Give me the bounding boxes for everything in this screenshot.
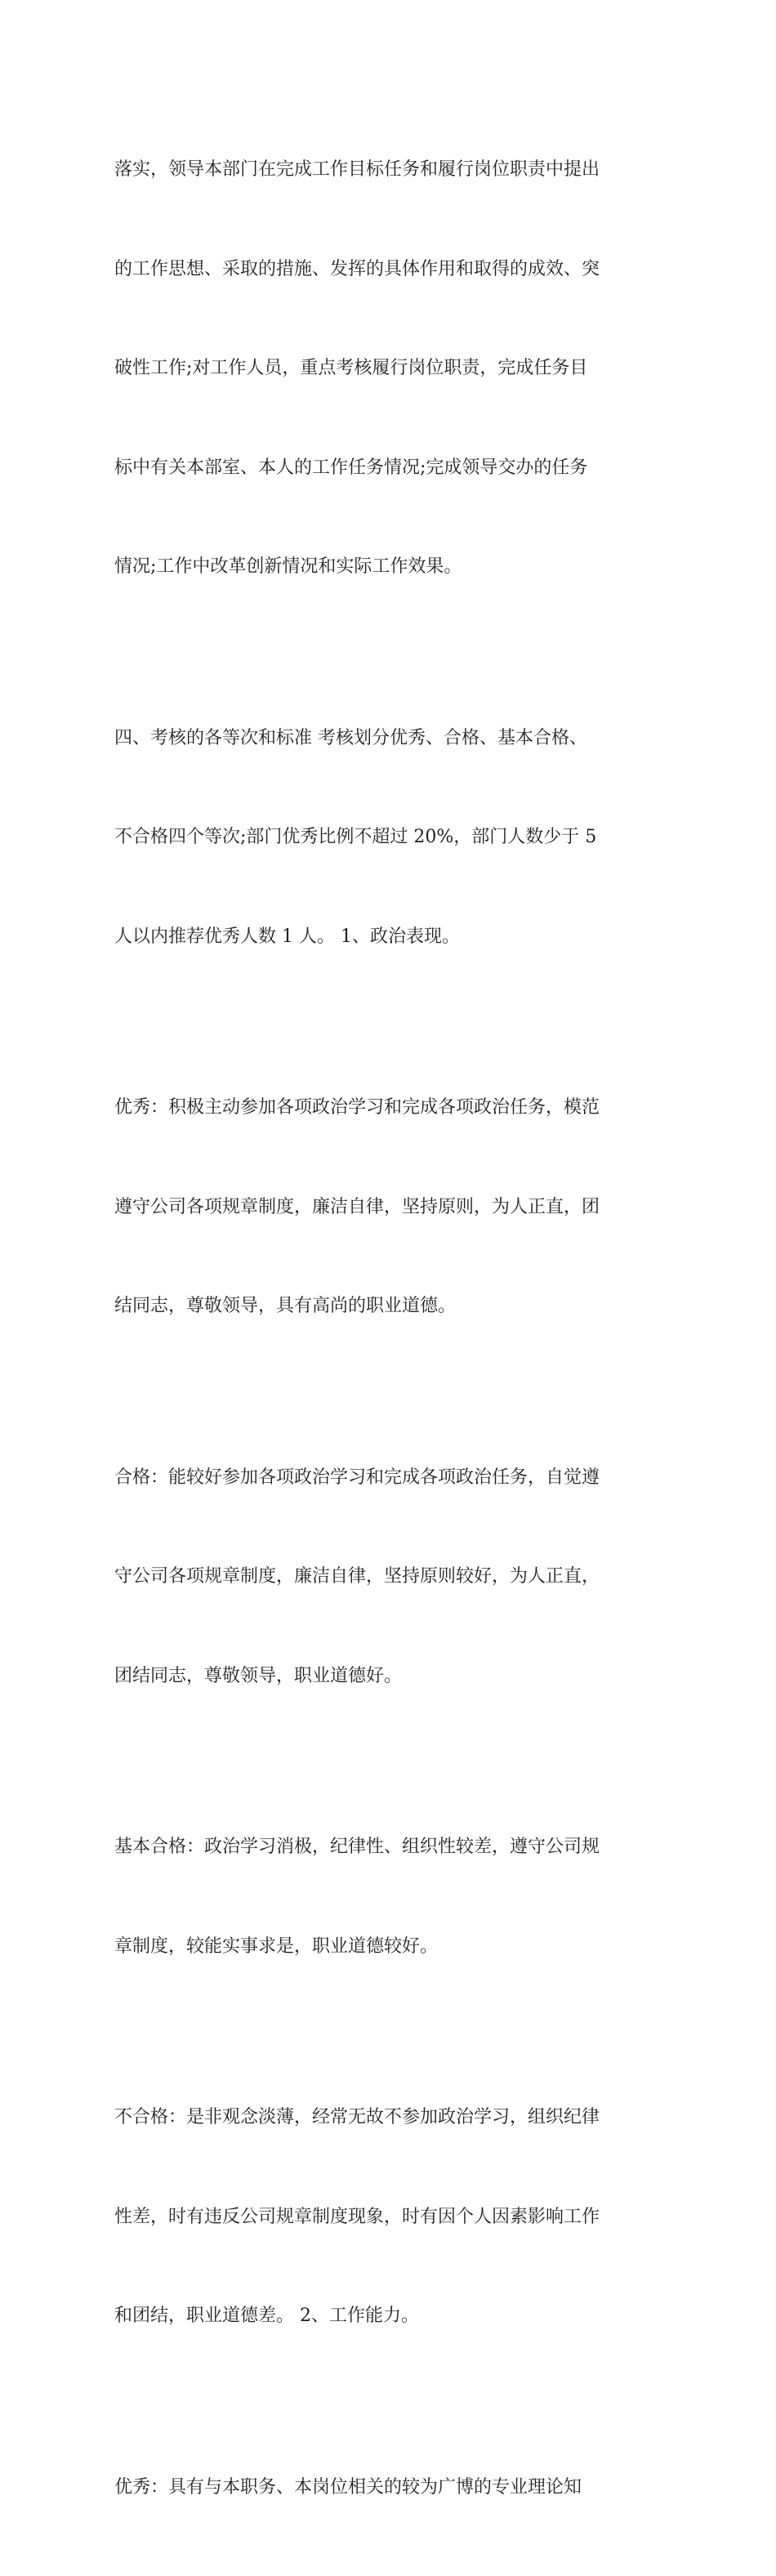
paragraph-excellent-political bbox=[114, 1025, 670, 1390]
text-line: 合格：能较好参加各项政治学习和完成各项政治任务，自觉遵 bbox=[114, 1467, 600, 1488]
text-line: 结同志，尊敬领导，具有高尚的职业道德。 bbox=[114, 1296, 457, 1316]
text-line: 不合格：是非观念淡薄，经常无故不参加政治学习，组织纪律 bbox=[114, 2107, 600, 2127]
paragraph-excellent-ability bbox=[114, 2405, 670, 2571]
paragraph-qualified-political bbox=[114, 1395, 670, 1760]
text-line: 四、考核的各等次和标准 考核划分优秀、合格、基本合格、 bbox=[114, 727, 587, 748]
text-line: 的工作思想、采取的措施、发挥的具体作用和取得的成效、突 bbox=[114, 258, 600, 279]
text-line: 基本合格：政治学习消极，纪律性、组织性较差，遵守公司规 bbox=[114, 1837, 600, 1857]
document-body bbox=[114, 87, 670, 2576]
text-line: 不合格四个等次;部门优秀比例不超过 20%，部门人数少于 5 bbox=[114, 827, 597, 847]
text-line: 优秀：具有与本职务、本岗位相关的较为广博的专业理论知 bbox=[114, 2476, 582, 2498]
text-line: 优秀：积极主动参加各项政治学习和完成各项政治任务，模范 bbox=[114, 1097, 600, 1118]
text-line: 落实，领导本部门在完成工作目标任务和履行岗位职责中提出 bbox=[114, 159, 600, 180]
text-line: 守公司各项规章制度，廉洁自律，坚持原则较好，为人正直， bbox=[114, 1566, 600, 1587]
text-line: 情况;工作中改革创新情况和实际工作效果。 bbox=[114, 556, 462, 577]
text-line: 章制度，较能实事求是，职业道德较好。 bbox=[114, 1935, 439, 1957]
paragraph-implementation bbox=[114, 87, 670, 650]
text-line: 遵守公司各项规章制度，廉洁自律，坚持原则，为人正直，团 bbox=[114, 1196, 600, 1217]
text-line: 性差，时有违反公司规章制度现象，时有因个人因素影响工作 bbox=[114, 2206, 600, 2227]
text-line: 标中有关本部室、本人的工作任务情况;完成领导交办的任务 bbox=[114, 457, 588, 478]
paragraph-basic-qualified-political bbox=[114, 1765, 670, 2029]
text-line: 团结同志，尊敬领导，职业道德好。 bbox=[114, 1665, 403, 1686]
paragraph-assessment-grades bbox=[114, 656, 670, 1020]
text-line: 和团结，职业道德差。 2、工作能力。 bbox=[114, 2306, 419, 2326]
text-line: 人以内推荐优秀人数 1 人。 1、政治表现。 bbox=[114, 926, 460, 947]
text-line: 破性工作;对工作人员，重点考核履行岗位职责，完成任务目 bbox=[114, 358, 588, 378]
paragraph-unqualified-political bbox=[114, 2035, 670, 2400]
